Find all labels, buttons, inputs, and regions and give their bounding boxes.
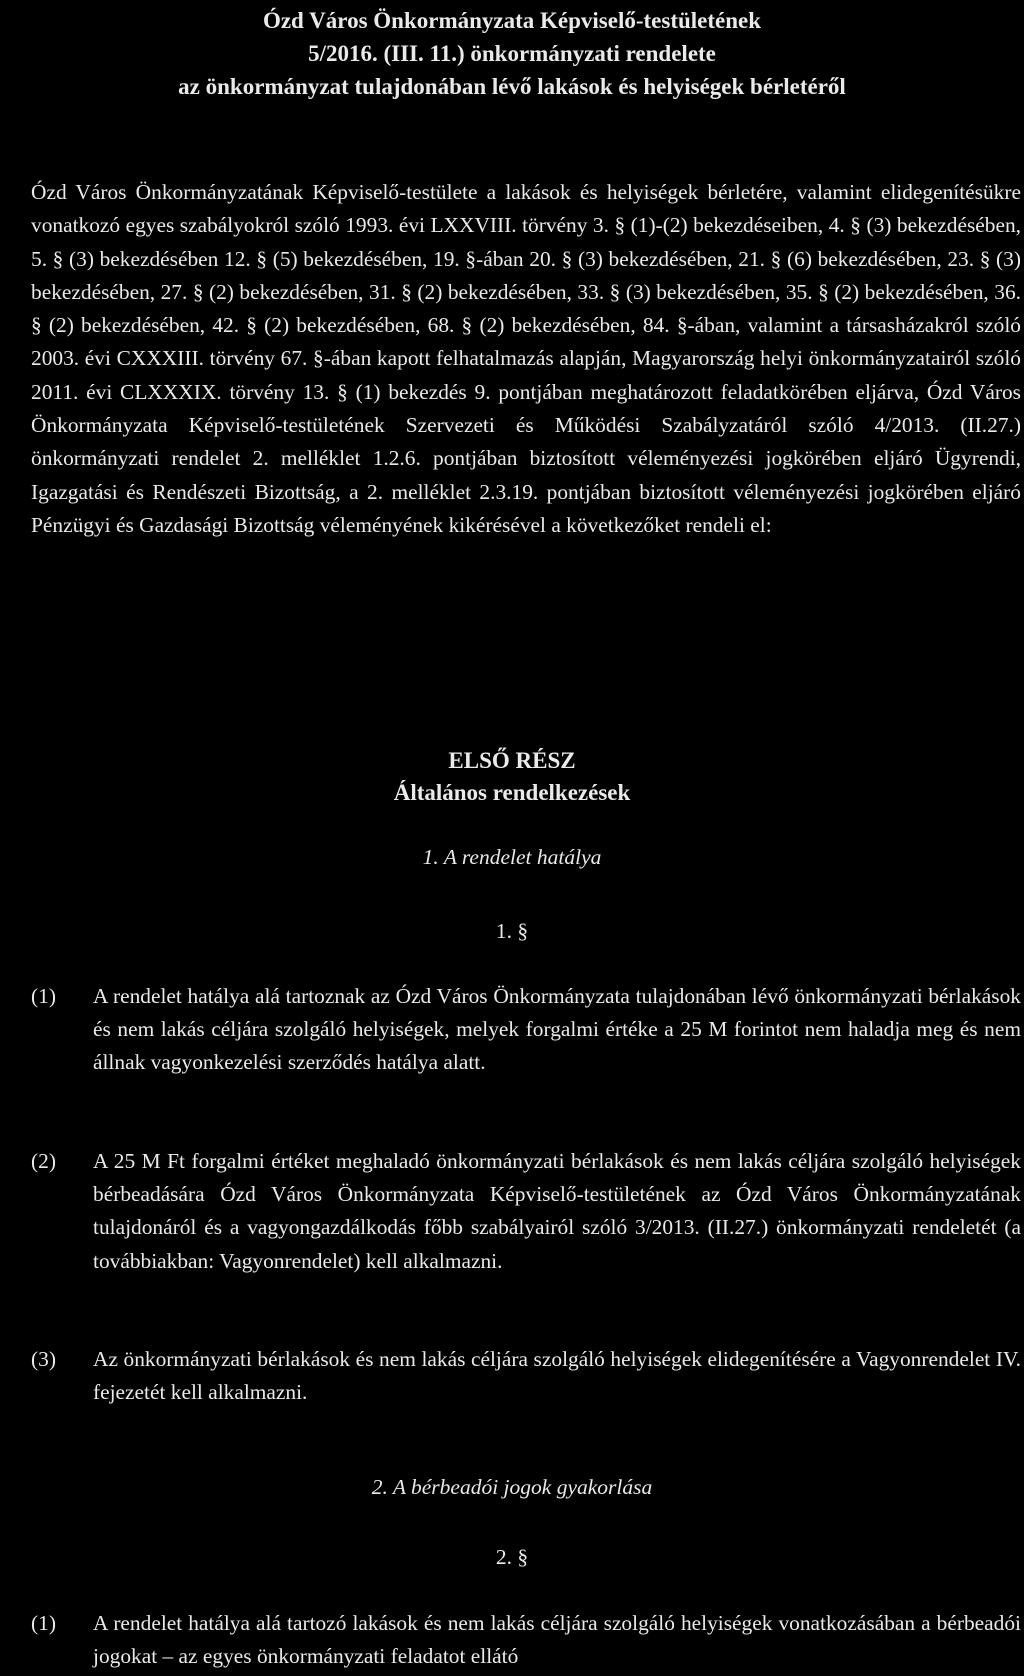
document-title-line-2: 5/2016. (III. 11.) önkormányzati rendelete — [308, 41, 716, 66]
section-1-paragraph-2 — [31, 1145, 1021, 1278]
paragraph-text: A 25 M Ft forgalmi értéket meghaladó önkormányzati bérlakások és nem lakás céljára szolgáló helyiségek bérbeadására Ózd Város Önkormányzata Képviselő-testületének az Ózd Város Önkormányzatának tulajdonáról és a vagyongazdálkodás főbb szabályairól szóló 3/2013. (II.27.) önkormányzati rendeletét (a továbbiakban: Vagyonrendelet) kell alkalmazni. — [93, 1149, 1021, 1273]
paragraph-number: (3) — [31, 1347, 56, 1371]
paragraph-text: A rendelet hatálya alá tartoznak az Ózd Város Önkormányzata tulajdonában lévő önkormányzati bérlakások és nem lakás céljára szolgáló helyiségek, melyek forgalmi értéke a 25 M forintot nem haladja meg és nem állnak vagyonkezelési szerződés hatálya alatt. — [93, 984, 1021, 1075]
preamble-paragraph: Ózd Város Önkormányzatának Képviselő-testülete a lakások és helyiségek bérletére, valamint elidegenítésükre vonatkozó egyes szabályokról szóló 1993. évi LXXVIII. törvény 3. § (1)-(2) bekezdéseiben, 4. § (3) bekezdésében, 5. § (3) bekezdésében 12. § (5) bekezdésében, 19. §-ában 20. § (3) bekezdésében, 21. § (6) bekezdésében, 23. § (3) bekezdésében, 27. § (2) bekezdésében, 31. § (2) bekezdésében, 33. § (3) bekezdésében, 35. § (2) bekezdésében, 36. § (2) bekezdésében, 42. § (2) bekezdésében, 68. § (2) bekezdésében, 84. §-ában, valamint a társasházakról szóló 2003. évi CXXXIII. törvény 67. §-ában kapott felhatalmazás alapján, Magyarország helyi önkormányzatairól szóló 2011. évi CLXXXIX. törvény 13. § (1) bekezdés 9. pontjában meghatározott feladatkörében eljárva, Ózd Város Önkormányzata Képviselő-testületének Szervezeti és Működési Szabályzatáról szóló 4/2013. (II.27.) önkormányzati rendelet 2. melléklet 1.2.6. pontjában biztosított véleményezési jogkörében eljáró Ügyrendi, Igazgatási és Rendészeti Bizottság, a 2. melléklet 2.3.19. pontjában biztosított véleményezési jogkörében eljáró Pénzügyi és Gazdasági Bizottság véleményének kikérésével a következőket rendeli el: — [31, 180, 1021, 537]
section-2-paragraph-1 — [31, 1607, 1021, 1673]
paragraph-number: (1) — [31, 1611, 56, 1635]
paragraph-number: (2) — [31, 1149, 56, 1173]
chapter-1-title: 1. A rendelet hatálya — [422, 845, 602, 869]
section-1-heading: 1. § — [495, 919, 529, 943]
document-title-line-1: Ózd Város Önkormányzata Képviselő-testületének — [262, 8, 762, 33]
part-title: ELSŐ RÉSZ — [448, 748, 576, 773]
paragraph-text: A rendelet hatálya alá tartozó lakások és nem lakás céljára szolgáló helyiségek vonatkozásában a bérbeadói jogokat – az egyes önkormányzati feladatot ellátó — [93, 1611, 1021, 1669]
paragraph-number: (1) — [31, 984, 56, 1008]
section-1-paragraph-3 — [31, 1343, 1021, 1409]
paragraph-text: Az önkormányzati bérlakások és nem lakás céljára szolgáló helyiségek elidegenítésére a Vagyonrendelet IV. fejezetét kell alkalmazni. — [93, 1347, 1021, 1405]
section-2-heading: 2. § — [495, 1545, 529, 1569]
section-1-paragraph-1 — [31, 980, 1021, 1080]
part-subtitle: Általános rendelkezések — [393, 780, 631, 805]
chapter-2-title: 2. A bérbeadói jogok gyakorlása — [371, 1475, 653, 1499]
document-title-line-3: az önkormányzat tulajdonában lévő lakások és helyiségek bérletéről — [178, 74, 846, 99]
